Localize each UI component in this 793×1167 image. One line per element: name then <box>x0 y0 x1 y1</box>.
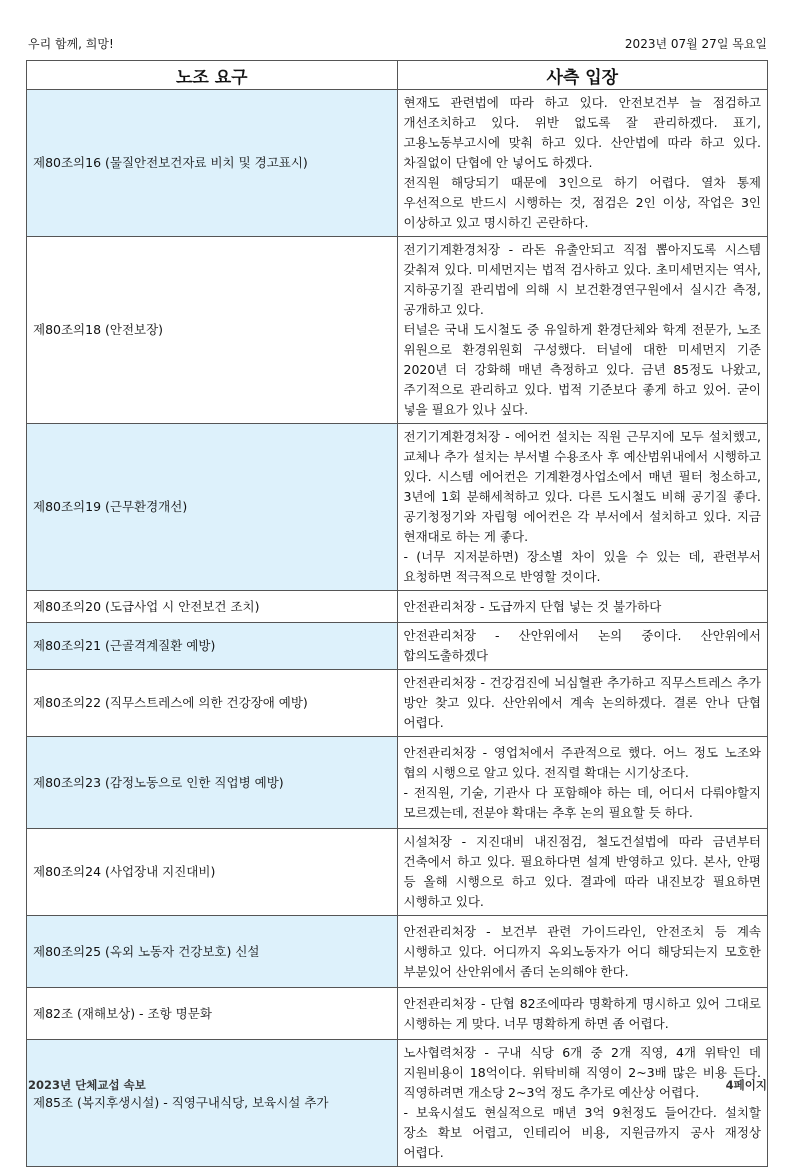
company-position-paragraph: - 보육시설도 현실적으로 매년 3억 9천정도 들어간다. 설치할 장소 확보 어렵고, 인테리어 비용, 지원금까지 공사 재정상 어렵다. <box>403 1105 761 1160</box>
union-demand-cell: 제80조의23 (감정노동으로 인한 직업병 예방) <box>27 737 398 829</box>
table-row <box>27 670 768 737</box>
table-row <box>27 916 768 988</box>
company-position-cell <box>397 829 768 916</box>
table-row <box>27 424 768 591</box>
company-position-cell <box>397 424 768 591</box>
union-demand-cell: 제80조의22 (직무스트레스에 의한 건강장애 예방) <box>27 670 398 737</box>
table-row <box>27 237 768 424</box>
union-demand-cell: 제80조의25 (옥외 노동자 건강보호) 신설 <box>27 916 398 988</box>
table-row <box>27 988 768 1040</box>
company-position-cell <box>397 237 768 424</box>
column-header-union-demand: 노조 요구 <box>27 61 398 90</box>
column-header-company-position: 사측 입장 <box>397 61 768 90</box>
company-position-paragraph: 현재도 관련법에 따라 하고 있다. 안전보건부 늘 점검하고 개선조치하고 있다. 위반 없도록 잘 관리하겠다. 표기, 고용노동부고시에 맞춰 하고 있다. 산안법에 따라 하고 있다. 차질없이 단협에 안 넣어도 하겠다. <box>403 95 761 170</box>
company-position-paragraph: 안전관리처장 - 단협 82조에따라 명확하게 명시하고 있어 그대로 시행하는 게 맞다. 너무 명확하게 하면 좀 어렵다. <box>403 995 761 1031</box>
company-position-paragraph: - 전직원, 기술, 기관사 다 포함해야 하는 데, 어디서 다뤄야할지 모르겠는데, 전분야 확대는 추후 논의 필요할 듯 하다. <box>403 784 761 820</box>
company-position-paragraph: 안전관리처장 - 건강검진에 뇌심혈관 추가하고 직무스트레스 추가 방안 찾고 있다. 산안위에서 계속 논의하겠다. 결론 안나 단협 어렵다. <box>403 675 761 730</box>
union-demand-cell: 제80조의21 (근골격계질환 예방) <box>27 623 398 670</box>
union-demand-cell: 제85조 (복지후생시설) - 직영구내식당, 보육시설 추가 <box>27 1040 398 1167</box>
table-row <box>27 90 768 237</box>
table-header-row <box>27 61 768 90</box>
header-slogan: 우리 함께, 희망! <box>28 37 114 51</box>
table-row <box>27 1040 768 1167</box>
union-demand-cell: 제80조의19 (근무환경개선) <box>27 424 398 591</box>
footer-publication: 2023년 단체교섭 속보 <box>28 1078 146 1092</box>
union-demand-cell: 제82조 (재해보상) - 조항 명문화 <box>27 988 398 1040</box>
union-demand-cell: 제80조의20 (도급사업 시 안전보건 조치) <box>27 591 398 623</box>
company-position-paragraph: - (너무 지저분하면) 장소별 차이 있을 수 있는 데, 관련부서 요청하면 적극적으로 반영할 것이다. <box>403 549 761 584</box>
union-demand-cell: 제80조의18 (안전보장) <box>27 237 398 424</box>
table-row <box>27 829 768 916</box>
union-demand-cell: 제80조의24 (사업장내 지진대비) <box>27 829 398 916</box>
header-date: 2023년 07월 27일 목요일 <box>624 37 767 51</box>
company-position-cell <box>397 90 768 237</box>
union-demand-cell: 제80조의16 (물질안전보건자료 비치 및 경고표시) <box>27 90 398 237</box>
company-position-paragraph: 안전관리처장 - 도급까지 단협 넣는 것 불가하다 <box>403 598 662 614</box>
company-position-cell <box>397 916 768 988</box>
company-position-cell <box>397 1040 768 1167</box>
table-row <box>27 591 768 623</box>
company-position-cell <box>397 591 768 623</box>
company-position-paragraph: 전직원 해당되기 때문에 3인으로 하기 어렵다. 열차 통제 우선적으로 반드시 시행하는 것, 점검은 2인 이상, 작업은 3인 이상하고 있고 명시하긴 곤란하다. <box>403 175 761 230</box>
table-row <box>27 737 768 829</box>
company-position-paragraph: 안전관리처장 - 보건부 관련 가이드라인, 안전조치 등 계속 시행하고 있다. 어디까지 옥외노동자가 어디 해당되는지 모호한 부분있어 산안위에서 좀더 논의해야 한다. <box>403 923 761 979</box>
company-position-paragraph: 안전관리처장 - 산안위에서 논의 중이다. 산안위에서 합의도출하겠다 <box>403 628 761 663</box>
company-position-paragraph: 전기기계환경처장 - 에어컨 설치는 직원 근무지에 모두 설치했고, 교체나 추가 설치는 부서별 수용조사 후 예산범위내에서 시행하고 있다. 시스템 에어컨은 기계환경사업소에서 매년 필터 청소하고, 3년에 1회 분해세척하고 있다. 다른 도시철도 비해 공기질 좋다. 공기청정기와 자립형 에어컨은 각 부서에서 설치하고 있다. 지금 현재대로 하는 게 좋다. <box>403 429 761 544</box>
table-row <box>27 623 768 670</box>
bargaining-table <box>26 60 768 1167</box>
company-position-cell <box>397 737 768 829</box>
footer-page-number: 4페이지 <box>725 1078 767 1092</box>
company-position-paragraph: 터널은 국내 도시철도 중 유일하게 환경단체와 학계 전문가, 노조 위원으로 환경위원회 구성했다. 터널에 대한 미세먼지 기준 2020년 더 강화해 매년 측정하고 있다. 금년 85정도 나왔고, 주기적으로 관리하고 있다. 법적 기준보다 좋게 하고 있어. 굳이 넣을 필요가 있나 싶다. <box>403 322 761 417</box>
company-position-cell <box>397 623 768 670</box>
company-position-paragraph: 안전관리처장 - 영업처에서 주관적으로 했다. 어느 정도 노조와 협의 시행으로 알고 있다. 전직렬 확대는 시기상조다. <box>403 744 761 780</box>
company-position-paragraph: 전기기계환경처장 - 라돈 유출안되고 직접 뽑아지도록 시스템 갖춰져 있다. 미세먼지는 법적 검사하고 있다. 초미세먼지는 역사, 지하공기질 관리법에 의해 시 보건환경연구원에서 실시간 측정, 공개하고 있다. <box>403 242 761 317</box>
company-position-paragraph: 시설처장 - 지진대비 내진점검, 철도건설법에 따라 금년부터 건축에서 하고 있다. 필요하다면 설계 반영하고 있다. 본사, 안평 등 올해 시행으로 하고 있다. 결과에 따라 내진보강 필요하면 시행하고 있다. <box>403 834 761 909</box>
company-position-cell <box>397 670 768 737</box>
company-position-paragraph: 노사협력처장 - 구내 식당 6개 중 2개 직영, 4개 위탁인 데 지원비용이 18억이다. 위탁비해 직영이 2~3배 많은 비용 든다. 직영하려면 개소당 2~3억 정도 추가로 예산상 어렵다. <box>403 1045 761 1100</box>
company-position-cell <box>397 988 768 1040</box>
